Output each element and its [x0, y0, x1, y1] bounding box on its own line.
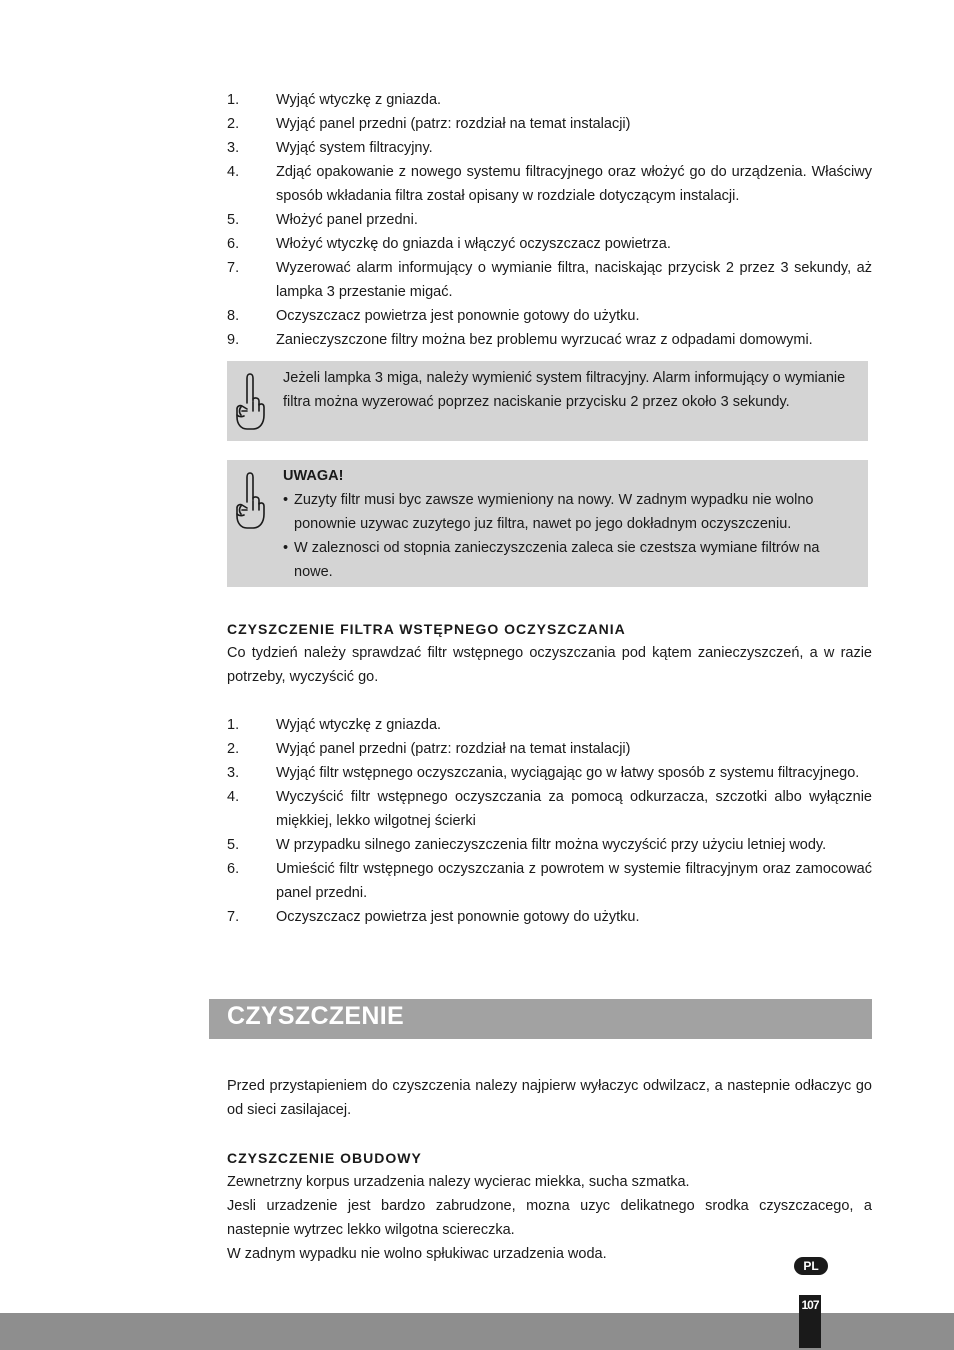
- prefilter-heading: CZYSZCZENIE FILTRA WSTĘPNEGO OCZYSZCZANIA: [227, 621, 626, 637]
- list-text: Włożyć panel przedni.: [276, 212, 418, 228]
- list-number: 8.: [227, 308, 240, 324]
- page-number-tab: [799, 1295, 821, 1348]
- list-number: 5.: [227, 212, 240, 228]
- list-number: 4.: [227, 164, 240, 180]
- cleaning-intro: Przed przystapieniem do czyszczenia nalezy najpierw wyłaczyc odwilzacz, a nastepnie odłaczyc go od sieci zasilajacej.: [227, 1078, 872, 1118]
- list-item: [227, 328, 872, 352]
- list-item: [227, 304, 872, 328]
- list-item: [227, 785, 872, 833]
- warning-bullet: • Zuzyty filtr musi byc zawsze wymieniony na nowy. W zadnym wypadku nie wolno ponownie uzywac zuzytego juz filtra, nawet po jego dokładnym oczyszczeniu.: [283, 492, 814, 532]
- list-number: 9.: [227, 332, 240, 348]
- housing-heading: CZYSZCZENIE OBUDOWY: [227, 1150, 422, 1166]
- list-item: [227, 88, 872, 112]
- list-item: [227, 208, 872, 232]
- list-number: 6.: [227, 236, 240, 252]
- list-item: [227, 761, 872, 785]
- list-number: 2.: [227, 741, 240, 757]
- housing-line: W zadnym wypadku nie wolno spłukiwac urzadzenia woda.: [227, 1246, 607, 1262]
- list-number: 6.: [227, 861, 240, 877]
- list-item: [227, 160, 872, 208]
- list-number: 7.: [227, 260, 240, 276]
- list-text: W przypadku silnego zanieczyszczenia filtr można wyczyścić przy użyciu letniej wody.: [276, 837, 827, 853]
- list-item: [227, 905, 872, 929]
- list-item: [227, 833, 872, 857]
- list-text: Oczyszczacz powietrza jest ponownie gotowy do użytku.: [276, 308, 640, 324]
- section-title: CZYSZCZENIE: [227, 1002, 404, 1030]
- list-number: 5.: [227, 837, 240, 853]
- warning-text: [283, 464, 856, 584]
- list-text: Umieścić filtr wstępnego oczyszczania z powrotem w systemie filtracyjnym oraz zamocować panel przedni.: [276, 861, 872, 901]
- language-badge: PL: [794, 1257, 828, 1275]
- list-text: Zanieczyszczone filtry można bez problemu wyrzucać wraz z odpadami domowymi.: [276, 332, 813, 348]
- list-number: 1.: [227, 92, 240, 108]
- note-text: Jeżeli lampka 3 miga, należy wymienić system filtracyjny. Alarm informujący o wymianie filtra można wyzerować poprzez naciskanie przycisku 2 przez około 3 sekundy.: [283, 370, 846, 410]
- list-text: Wyzerować alarm informujący o wymianie filtra, naciskając przycisk 2 przez 3 sekundy, aż lampka 3 przestanie migać.: [276, 260, 872, 300]
- list-text: Zdjąć opakowanie z nowego systemu filtracyjnego oraz włożyć go do urządzenia. Właściwy sposób wkładania filtra został opisany w rozdziale dotyczącym instalacji.: [276, 164, 872, 204]
- pointing-hand-icon: [233, 371, 267, 433]
- prefilter-intro: Co tydzień należy sprawdzać filtr wstępnego oczyszczania pod kątem zanieczyszczeń, a w razie potrzeby, wyczyścić go.: [227, 645, 872, 685]
- list-text: Wyjąć wtyczkę z gniazda.: [276, 717, 442, 733]
- list-text: Wyjąć system filtracyjny.: [276, 140, 433, 156]
- warning-box: [227, 460, 868, 587]
- list-text: Wyjąć panel przedni (patrz: rozdział na temat instalacji): [276, 116, 631, 132]
- list-text: Wyjąć wtyczkę z gniazda.: [276, 92, 442, 108]
- list-item: [227, 112, 872, 136]
- list-number: 3.: [227, 140, 240, 156]
- list-item: [227, 256, 872, 304]
- list-text: Wyjąć panel przedni (patrz: rozdział na temat instalacji): [276, 741, 631, 757]
- list-text: Wyjąć filtr wstępnego oczyszczania, wyciągając go w łatwy sposób z systemu filtracyjnego.: [276, 765, 860, 781]
- list-text: Włożyć wtyczkę do gniazda i włączyć oczyszczacz powietrza.: [276, 236, 671, 252]
- housing-line: Jesli urzadzenie jest bardzo zabrudzone, mozna uzyc delikatnego srodka czyszczacego, a nastepnie wytrzec lekko wilgotna sciereczka.: [227, 1198, 872, 1238]
- list-item: [227, 857, 872, 905]
- list-item: [227, 713, 872, 737]
- housing-line: Zewnetrzny korpus urzadzenia nalezy wycierac miekka, sucha szmatka.: [227, 1174, 690, 1190]
- list-number: 7.: [227, 909, 240, 925]
- list-text: Oczyszczacz powietrza jest ponownie gotowy do użytku.: [276, 909, 640, 925]
- list-text: Wyczyścić filtr wstępnego oczyszczania za pomocą odkurzacza, szczotki albo wyłącznie miękkiej, lekko wilgotnej ścierki: [276, 789, 872, 829]
- list-number: 2.: [227, 116, 240, 132]
- page-number: 107: [801, 1298, 819, 1312]
- list-item: [227, 737, 872, 761]
- pointing-hand-icon: [233, 470, 267, 532]
- warning-heading: UWAGA!: [283, 468, 344, 484]
- list-number: 4.: [227, 789, 240, 805]
- prefilter-steps: [227, 713, 872, 929]
- list-number: 1.: [227, 717, 240, 733]
- filter-replacement-steps: [227, 88, 872, 352]
- list-number: 3.: [227, 765, 240, 781]
- section-banner: [209, 999, 872, 1039]
- list-item: [227, 136, 872, 160]
- warning-bullet: • W zaleznosci od stopnia zanieczyszczenia zaleca sie czestsza wymiane filtrów na nowe.: [283, 540, 820, 580]
- cleaning-section: [227, 1074, 872, 1266]
- prefilter-section: [227, 617, 872, 689]
- list-item: [227, 232, 872, 256]
- note-box-filter-alarm: [227, 361, 868, 441]
